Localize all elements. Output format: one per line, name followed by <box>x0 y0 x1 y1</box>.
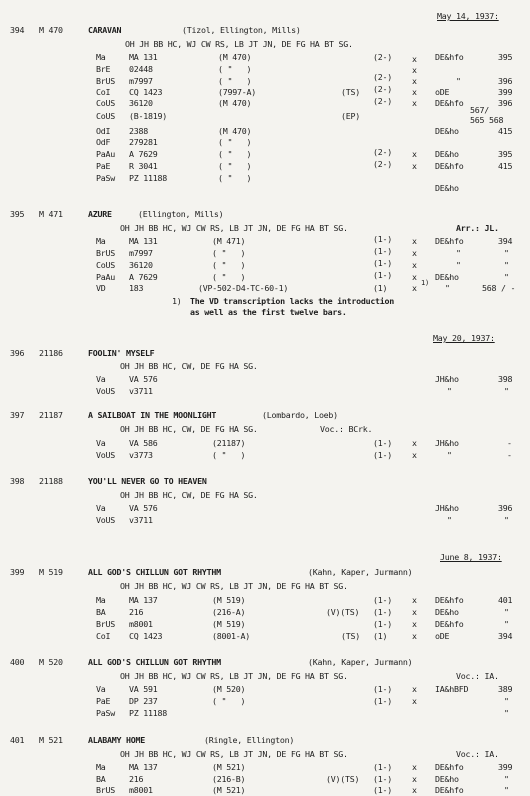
entry-number: 398 <box>10 476 25 486</box>
issue-label: PaAu <box>96 272 115 282</box>
issue-take: (1-) <box>373 607 392 617</box>
issue-pianist: DE&ho <box>435 607 459 617</box>
composers: (Lombardo, Loeb) <box>262 410 338 420</box>
personnel: OH JH BB HC, CW, DE FG HA SG. <box>120 361 258 371</box>
issue-page: 389 <box>498 684 513 694</box>
matrix-number: 21187 <box>39 410 63 420</box>
issue-page: - <box>507 438 512 448</box>
issue-x: x <box>412 76 417 86</box>
matrix-number: M 521 <box>39 735 63 745</box>
issue-label: BA <box>96 607 106 617</box>
issue-page: " <box>504 785 509 795</box>
issue-label: CoUS <box>96 111 115 121</box>
issue-x: x <box>412 696 417 706</box>
issue-x: x <box>412 87 417 97</box>
issue-pianist: DE&ho <box>435 272 459 282</box>
issue-x: x <box>412 248 417 258</box>
issue-page: " <box>504 774 509 784</box>
issue-page: " <box>504 619 509 629</box>
issue-catalog: MA 131 <box>129 52 158 62</box>
issue-catalog: 36120 <box>129 98 153 108</box>
issue-ref: (M 520) <box>212 684 246 694</box>
issue-x: x <box>412 619 417 629</box>
issue-x: x <box>412 260 417 270</box>
issue-pianist: DE&hfo <box>435 161 464 171</box>
issue-ref: ( " ) <box>218 76 252 86</box>
vocalist: Voc.: BCrk. <box>320 424 373 434</box>
issue-ref: (21187) <box>212 438 246 448</box>
matrix-number: 21188 <box>39 476 63 486</box>
issue-flag: (TS) <box>341 631 360 641</box>
issue-label: PaE <box>96 696 111 706</box>
entry-number: 399 <box>10 567 25 577</box>
issue-x: x <box>412 774 417 784</box>
issue-page: 394 <box>498 236 513 246</box>
personnel: OH JH BB HC, WJ CW RS, LB JT JN, DE FG HA BT SG. <box>120 581 348 591</box>
issue-ref: (M 521) <box>212 762 246 772</box>
issue-take: (2-) <box>373 147 392 157</box>
vocalist: Voc.: IA. <box>456 749 499 759</box>
issue-take: (1-) <box>373 785 392 795</box>
issue-take: (2-) <box>373 72 392 82</box>
footnote-line: as well as the first twelve bars. <box>190 307 347 317</box>
issue-label: PaSw <box>96 173 115 183</box>
issue-take: (1-) <box>373 270 392 280</box>
issue-take: (1-) <box>373 684 392 694</box>
issue-page: 395 <box>498 52 513 62</box>
issue-catalog: CQ 1423 <box>129 631 163 641</box>
issue-x: x <box>412 98 417 108</box>
personnel: OH JH BB HC, CW, DE FG HA SG. <box>120 490 258 500</box>
composers: (Ringle, Ellington) <box>204 735 295 745</box>
issue-catalog: DP 237 <box>129 696 158 706</box>
issue-x: x <box>412 149 417 159</box>
issue-label: Va <box>96 684 106 694</box>
issue-pianist: IA&hBFD <box>435 684 469 694</box>
issue-x: x <box>412 438 417 448</box>
issue-pianist: " <box>456 260 461 270</box>
issue-catalog: VA 576 <box>129 374 158 384</box>
issue-pianist: JH&ho <box>435 503 459 513</box>
footnote-marker-superscript: 1) <box>421 279 429 287</box>
issue-page: 396 <box>498 98 513 108</box>
issue-take: (1-) <box>373 258 392 268</box>
issue-take: (1-) <box>373 619 392 629</box>
issue-page: " <box>504 260 509 270</box>
issue-label: Va <box>96 503 106 513</box>
issue-page: 415 <box>498 126 513 136</box>
session-date: June 8, 1937: <box>440 552 502 562</box>
issue-label: VD <box>96 283 106 293</box>
issue-x: x <box>412 631 417 641</box>
issue-take: (2-) <box>373 84 392 94</box>
issue-x: x <box>412 161 417 171</box>
issue-ref: ( " ) <box>212 272 246 282</box>
arranger: Arr.: JL. <box>456 223 499 233</box>
issue-ref: (M 470) <box>218 52 252 62</box>
song-title: CARAVAN <box>88 25 122 35</box>
issue-page: 567/ 565 568 <box>470 105 504 125</box>
entry-number: 401 <box>10 735 25 745</box>
song-title: YOU'LL NEVER GO TO HEAVEN <box>88 476 207 486</box>
issue-flag: (TS) <box>341 87 360 97</box>
session-date: May 14, 1937: <box>437 11 499 21</box>
issue-x: x <box>412 236 417 246</box>
entry-number: 395 <box>10 209 25 219</box>
issue-catalog: v3711 <box>129 386 153 396</box>
issue-x: x <box>412 65 417 75</box>
issue-pianist: JH&ho <box>435 374 459 384</box>
issue-page: 399 <box>498 762 513 772</box>
issue-label: OdI <box>96 126 111 136</box>
issue-ref: (M 519) <box>212 619 246 629</box>
matrix-number: M 520 <box>39 657 63 667</box>
issue-pianist: DE&hfo <box>435 619 464 629</box>
issue-label: BrUS <box>96 248 115 258</box>
issue-catalog: 216 <box>129 774 144 784</box>
issue-page: " <box>504 386 509 396</box>
issue-catalog: m8001 <box>129 619 153 629</box>
issue-ref: (216-B) <box>212 774 246 784</box>
issue-ref: ( " ) <box>218 149 252 159</box>
issue-pianist: DE&ho <box>435 126 459 136</box>
issue-ref: (8001-A) <box>212 631 250 641</box>
issue-take: (1-) <box>373 450 392 460</box>
issue-page: " <box>504 515 509 525</box>
issue-take: (2-) <box>373 96 392 106</box>
issue-catalog: 279281 <box>129 137 158 147</box>
issue-ref: (216-A) <box>212 607 246 617</box>
composers: (Kahn, Kaper, Jurmann) <box>308 657 413 667</box>
issue-label: Ma <box>96 52 106 62</box>
issue-pianist: " <box>447 515 452 525</box>
issue-catalog: m7997 <box>129 248 153 258</box>
issue-label: VoUS <box>96 515 115 525</box>
issue-catalog: MA 137 <box>129 595 158 605</box>
issue-catalog: A 7629 <box>129 149 158 159</box>
issue-pianist: " <box>447 386 452 396</box>
issue-label: CoI <box>96 631 111 641</box>
issue-pianist: DE&hfo <box>435 236 464 246</box>
issue-pianist: DE&hfo <box>435 98 464 108</box>
issue-catalog: VA 591 <box>129 684 158 694</box>
issue-ref: (VP-502-D4-TC-60-1) <box>198 283 289 293</box>
issue-ref: ( " ) <box>212 696 246 706</box>
issue-page: 394 <box>498 631 513 641</box>
personnel: OH JH BB HC, WJ CW RS, LB JT JN, DE FG HA BT SG. <box>120 671 348 681</box>
composers: (Tizol, Ellington, Mills) <box>182 25 301 35</box>
issue-pianist: DE&ho <box>435 774 459 784</box>
song-title: ALL GOD'S CHILLUN GOT RHYTHM <box>88 567 221 577</box>
personnel: OH JH BB HC, WJ CW RS, LB JT JN, DE FG HA BT SG. <box>125 39 353 49</box>
issue-take: (1-) <box>373 234 392 244</box>
issue-x: x <box>412 785 417 795</box>
issue-label: BrE <box>96 64 111 74</box>
issue-ref: ( " ) <box>212 450 246 460</box>
issue-label: BrUS <box>96 76 115 86</box>
issue-label: PaE <box>96 161 111 171</box>
issue-label: CoI <box>96 87 111 97</box>
issue-page: 415 <box>498 161 513 171</box>
issue-page: 396 <box>498 503 513 513</box>
issue-label: BrUS <box>96 785 115 795</box>
issue-pianist: DE&ho <box>435 149 459 159</box>
issue-page: 568 / - <box>482 283 516 293</box>
issue-pianist: DE&hfo <box>435 595 464 605</box>
issue-catalog: 2388 <box>129 126 148 136</box>
issue-x: x <box>412 272 417 282</box>
issue-catalog: A 7629 <box>129 272 158 282</box>
composers: (Ellington, Mills) <box>138 209 224 219</box>
issue-take: (1-) <box>373 762 392 772</box>
issue-pianist: " <box>456 76 461 86</box>
issue-catalog: MA 137 <box>129 762 158 772</box>
issue-flag: (V)(TS) <box>326 607 360 617</box>
issue-page: 401 <box>498 595 513 605</box>
issue-ref: (M 471) <box>212 236 246 246</box>
issue-x: x <box>412 283 417 293</box>
issue-page: " <box>504 272 509 282</box>
vocalist: Voc.: IA. <box>456 671 499 681</box>
issue-catalog: R 3041 <box>129 161 158 171</box>
session-date: May 20, 1937: <box>433 333 495 343</box>
issue-catalog: PZ 11188 <box>129 708 167 718</box>
issue-pianist: oDE <box>435 631 450 641</box>
matrix-number: 21186 <box>39 348 63 358</box>
issue-catalog: (B-1819) <box>129 111 167 121</box>
song-title: AZURE <box>88 209 112 219</box>
issue-catalog: 36120 <box>129 260 153 270</box>
issue-label: BA <box>96 774 106 784</box>
issue-ref: ( " ) <box>212 248 246 258</box>
issue-catalog: v3711 <box>129 515 153 525</box>
issue-catalog: PZ 11188 <box>129 173 167 183</box>
issue-page: " <box>504 696 509 706</box>
issue-label: CoUS <box>96 260 115 270</box>
issue-ref: ( " ) <box>218 173 252 183</box>
issue-ref: (M 519) <box>212 595 246 605</box>
issue-catalog: VA 586 <box>129 438 158 448</box>
issue-catalog: CQ 1423 <box>129 87 163 97</box>
issue-ref: ( " ) <box>212 260 246 270</box>
issue-catalog: 02448 <box>129 64 153 74</box>
issue-catalog: VA 576 <box>129 503 158 513</box>
issue-label: Va <box>96 438 106 448</box>
issue-pianist: JH&ho <box>435 438 459 448</box>
issue-take: (1-) <box>373 438 392 448</box>
issue-ref: ( " ) <box>218 64 252 74</box>
issue-ref: (M 470) <box>218 98 252 108</box>
issue-ref: ( " ) <box>218 161 252 171</box>
song-title: FOOLIN' MYSELF <box>88 348 155 358</box>
entry-number: 397 <box>10 410 25 420</box>
issue-page: 399 <box>498 87 513 97</box>
issue-pianist: DE&hfo <box>435 52 464 62</box>
issue-catalog: MA 131 <box>129 236 158 246</box>
issue-pianist: DE&hfo <box>435 762 464 772</box>
issue-x: x <box>412 54 417 64</box>
personnel: OH JH BB HC, WJ CW RS, LB JT JN, DE FG HA BT SG. <box>120 749 348 759</box>
issue-page: 395 <box>498 149 513 159</box>
issue-page: 396 <box>498 76 513 86</box>
issue-label: VoUS <box>96 386 115 396</box>
personnel: OH JH BB HC, WJ CW RS, LB JT JN, DE FG HA BT SG. <box>120 223 348 233</box>
issue-catalog: 216 <box>129 607 144 617</box>
issue-take: (1-) <box>373 246 392 256</box>
composers: (Kahn, Kaper, Jurmann) <box>308 567 413 577</box>
matrix-number: M 519 <box>39 567 63 577</box>
entry-number: 396 <box>10 348 25 358</box>
footnote-marker: 1) <box>172 296 182 306</box>
issue-pianist: " <box>456 248 461 258</box>
issue-pianist: " <box>447 450 452 460</box>
issue-ref: (7997-A) <box>218 87 256 97</box>
issue-ref: (M 470) <box>218 126 252 136</box>
issue-ref: ( " ) <box>218 137 252 147</box>
issue-take: (1) <box>373 631 388 641</box>
issue-label: PaSw <box>96 708 115 718</box>
issue-catalog: 183 <box>129 283 144 293</box>
issue-catalog: m7997 <box>129 76 153 86</box>
issue-x: x <box>412 607 417 617</box>
issue-take: (1-) <box>373 696 392 706</box>
issue-label: Ma <box>96 236 106 246</box>
issue-page: " <box>504 248 509 258</box>
issue-x: x <box>412 450 417 460</box>
issue-pianist: " <box>445 283 450 293</box>
issue-take: (2-) <box>373 159 392 169</box>
issue-take: (1) <box>373 283 388 293</box>
issue-flag: (EP) <box>341 111 360 121</box>
issue-take: (1-) <box>373 774 392 784</box>
matrix-number: M 470 <box>39 25 63 35</box>
song-title: ALABAMY HOME <box>88 735 145 745</box>
issue-page: 398 <box>498 374 513 384</box>
issue-page: " <box>504 607 509 617</box>
issue-label: CoUS <box>96 98 115 108</box>
issue-label: VoUS <box>96 450 115 460</box>
issue-x: x <box>412 684 417 694</box>
entry-number: 400 <box>10 657 25 667</box>
issue-ref: (M 521) <box>212 785 246 795</box>
issue-pianist: oDE <box>435 87 450 97</box>
issue-x: x <box>412 762 417 772</box>
issue-page: " <box>504 708 509 718</box>
song-title: A SAILBOAT IN THE MOONLIGHT <box>88 410 217 420</box>
issue-label: Va <box>96 374 106 384</box>
issue-label: Ma <box>96 762 106 772</box>
issue-label: OdF <box>96 137 111 147</box>
issue-page: - <box>507 450 512 460</box>
issue-label: PaAu <box>96 149 115 159</box>
song-title: ALL GOD'S CHILLUN GOT RHYTHM <box>88 657 221 667</box>
issue-flag: (V)(TS) <box>326 774 360 784</box>
issue-catalog: m8001 <box>129 785 153 795</box>
issue-take: (1-) <box>373 595 392 605</box>
footnote-line: The VD transcription lacks the introduction <box>190 296 395 306</box>
issue-pianist: DE&ho <box>435 183 459 193</box>
issue-take: (2-) <box>373 52 392 62</box>
issue-x: x <box>412 595 417 605</box>
matrix-number: M 471 <box>39 209 63 219</box>
issue-label: Ma <box>96 595 106 605</box>
issue-catalog: v3773 <box>129 450 153 460</box>
issue-pianist: DE&hfo <box>435 785 464 795</box>
personnel: OH JH BB HC, CW, DE FG HA SG. <box>120 424 258 434</box>
issue-label: BrUS <box>96 619 115 629</box>
entry-number: 394 <box>10 25 25 35</box>
